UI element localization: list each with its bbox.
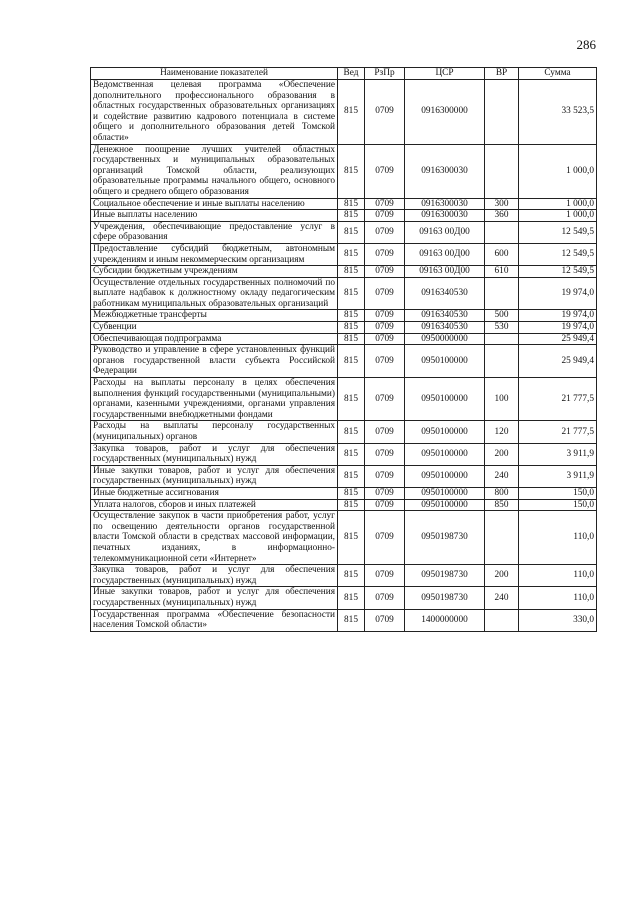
cell-ved: 815 [338,333,365,345]
cell-rzpr: 0709 [365,378,405,421]
header-csr: ЦСР [405,68,485,80]
cell-ved: 815 [338,499,365,511]
cell-sum: 33 523,5 [519,80,597,145]
cell-vr: 100 [485,378,519,421]
cell-ved: 815 [338,465,365,487]
table-row [91,144,597,198]
cell-vr: 530 [485,322,519,334]
cell-ved: 815 [338,221,365,243]
cell-sum: 110,0 [519,565,597,587]
cell-ved: 815 [338,421,365,443]
cell-rzpr: 0709 [365,80,405,145]
cell-vr: 240 [485,465,519,487]
cell-name: Закупка товаров, работ и услуг для обеспечения государственных (муниципальных) нужд [91,443,338,465]
header-vr: ВР [485,68,519,80]
cell-name: Социальное обеспечение и иные выплаты населению [91,198,338,210]
cell-name: Межбюджетные трансферты [91,310,338,322]
table-row [91,333,597,345]
cell-rzpr: 0709 [365,421,405,443]
cell-name: Закупка товаров, работ и услуг для обеспечения государственных (муниципальных) нужд [91,565,338,587]
table-row [91,277,597,310]
cell-rzpr: 0709 [365,345,405,378]
table-row [91,421,597,443]
cell-sum: 25 949,4 [519,345,597,378]
cell-name: Субвенции [91,322,338,334]
cell-vr: 360 [485,210,519,222]
cell-rzpr: 0709 [365,565,405,587]
cell-ved: 815 [338,565,365,587]
cell-sum: 3 911,9 [519,443,597,465]
cell-ved: 815 [338,198,365,210]
cell-rzpr: 0709 [365,221,405,243]
cell-ved: 815 [338,243,365,265]
cell-csr: 0950100000 [405,465,485,487]
cell-name: Руководство и управление в сфере установленных функций органов государственной власти субъекта Российской Федерации [91,345,338,378]
cell-name: Обеспечивающая подпрограмма [91,333,338,345]
cell-csr: 0950100000 [405,345,485,378]
cell-sum: 12 549,5 [519,266,597,278]
cell-sum: 12 549,5 [519,221,597,243]
cell-csr: 0950100000 [405,487,485,499]
cell-vr: 200 [485,565,519,587]
cell-vr: 120 [485,421,519,443]
cell-ved: 815 [338,266,365,278]
cell-rzpr: 0709 [365,499,405,511]
cell-rzpr: 0709 [365,609,405,631]
cell-rzpr: 0709 [365,587,405,609]
cell-sum: 21 777,5 [519,378,597,421]
table-row [91,198,597,210]
table-row [91,322,597,334]
cell-sum: 1 000,0 [519,144,597,198]
cell-sum: 1 000,0 [519,198,597,210]
table-row [91,443,597,465]
cell-name: Иные выплаты населению [91,210,338,222]
cell-sum: 3 911,9 [519,465,597,487]
cell-ved: 815 [338,378,365,421]
cell-sum: 110,0 [519,511,597,565]
cell-csr: 0950100000 [405,443,485,465]
cell-vr [485,221,519,243]
cell-sum: 1 000,0 [519,210,597,222]
cell-sum: 25 949,4 [519,333,597,345]
table-row [91,487,597,499]
cell-vr: 600 [485,243,519,265]
cell-csr: 0950198730 [405,565,485,587]
cell-name: Расходы на выплаты персоналу государственных (муниципальных) органов [91,421,338,443]
cell-rzpr: 0709 [365,144,405,198]
cell-csr: 09163 00Д00 [405,266,485,278]
table-row [91,587,597,609]
cell-ved: 815 [338,210,365,222]
cell-rzpr: 0709 [365,198,405,210]
cell-vr: 850 [485,499,519,511]
cell-name: Ведомственная целевая программа «Обеспечение дополнительного профессионального образования в областных государственных образовательных организациях и содействие развитию кадрового потенциала в системе общего и дополнительного образования детей Томской области» [91,80,338,145]
cell-name: Осуществление отдельных государственных полномочий по выплате надбавок к должностному окладу педагогическим работникам муниципальных образовательных организаций [91,277,338,310]
cell-ved: 815 [338,310,365,322]
cell-rzpr: 0709 [365,487,405,499]
cell-csr: 0916300030 [405,144,485,198]
cell-csr: 0950100000 [405,499,485,511]
cell-name: Денежное поощрение лучших учителей областных государственных и муниципальных образовательных организаций Томской области, реализующих образовательные программы начального общего, основного общего и среднего общего образования [91,144,338,198]
cell-csr: 0950198730 [405,511,485,565]
cell-csr: 0916340530 [405,310,485,322]
table-row [91,310,597,322]
header-name: Наименование показателей [91,68,338,80]
cell-name: Государственная программа «Обеспечение безопасности населения Томской области» [91,609,338,631]
cell-vr: 200 [485,443,519,465]
cell-name: Осуществление закупок в части приобретения работ, услуг по освещению деятельности органов государственной власти Томской области в средствах массовой информации, печатных изданиях, в информационно-телекоммуникационной сети «Интернет» [91,511,338,565]
cell-rzpr: 0709 [365,310,405,322]
cell-ved: 815 [338,511,365,565]
cell-rzpr: 0709 [365,210,405,222]
cell-csr: 09163 00Д00 [405,243,485,265]
table-row [91,266,597,278]
cell-csr: 0916300030 [405,198,485,210]
cell-sum: 21 777,5 [519,421,597,443]
table-row [91,465,597,487]
cell-csr: 0950198730 [405,587,485,609]
header-sum: Сумма [519,68,597,80]
cell-csr: 0916300030 [405,210,485,222]
table-row [91,345,597,378]
table-row [91,609,597,631]
cell-vr [485,333,519,345]
cell-ved: 815 [338,609,365,631]
cell-vr [485,144,519,198]
cell-csr: 0950000000 [405,333,485,345]
cell-name: Уплата налогов, сборов и иных платежей [91,499,338,511]
cell-csr: 09163 00Д00 [405,221,485,243]
cell-ved: 815 [338,277,365,310]
table-header-row [91,68,597,80]
cell-rzpr: 0709 [365,511,405,565]
cell-name: Учреждения, обеспечивающие предоставление услуг в сфере образования [91,221,338,243]
cell-sum: 12 549,5 [519,243,597,265]
cell-ved: 815 [338,487,365,499]
cell-rzpr: 0709 [365,465,405,487]
cell-name: Иные бюджетные ассигнования [91,487,338,499]
cell-sum: 150,0 [519,487,597,499]
cell-vr [485,345,519,378]
cell-sum: 19 974,0 [519,310,597,322]
cell-rzpr: 0709 [365,266,405,278]
page-number: 286 [576,37,596,52]
cell-sum: 330,0 [519,609,597,631]
header-rzpr: РзПр [365,68,405,80]
cell-name: Иные закупки товаров, работ и услуг для обеспечения государственных (муниципальных) нужд [91,465,338,487]
table-row [91,243,597,265]
cell-ved: 815 [338,144,365,198]
cell-vr [485,511,519,565]
cell-csr: 0950100000 [405,378,485,421]
cell-name: Расходы на выплаты персоналу в целях обеспечения выполнения функций государственными (муниципальными) органами, казенными учреждениями, органами управления государственными внебюджетными фондами [91,378,338,421]
cell-rzpr: 0709 [365,322,405,334]
cell-ved: 815 [338,80,365,145]
cell-vr: 300 [485,198,519,210]
cell-rzpr: 0709 [365,333,405,345]
cell-rzpr: 0709 [365,243,405,265]
table-row [91,80,597,145]
cell-ved: 815 [338,443,365,465]
cell-csr: 0916300000 [405,80,485,145]
cell-sum: 19 974,0 [519,277,597,310]
table-row [91,565,597,587]
cell-sum: 150,0 [519,499,597,511]
cell-vr: 610 [485,266,519,278]
cell-name: Иные закупки товаров, работ и услуг для обеспечения государственных (муниципальных) нужд [91,587,338,609]
cell-csr: 1400000000 [405,609,485,631]
cell-ved: 815 [338,345,365,378]
table-row [91,378,597,421]
cell-vr [485,277,519,310]
header-ved: Вед [338,68,365,80]
cell-ved: 815 [338,587,365,609]
cell-rzpr: 0709 [365,277,405,310]
cell-name: Субсидии бюджетным учреждениям [91,266,338,278]
cell-rzpr: 0709 [365,443,405,465]
cell-ved: 815 [338,322,365,334]
cell-name: Предоставление субсидий бюджетным, автономным учреждениям и иным некоммерческим организациям [91,243,338,265]
budget-table [90,67,597,632]
table-row [91,499,597,511]
cell-sum: 19 974,0 [519,322,597,334]
table-row [91,511,597,565]
cell-csr: 0916340530 [405,322,485,334]
cell-vr [485,80,519,145]
cell-csr: 0916340530 [405,277,485,310]
cell-csr: 0950100000 [405,421,485,443]
cell-vr: 800 [485,487,519,499]
cell-vr [485,609,519,631]
table-row [91,221,597,243]
cell-sum: 110,0 [519,587,597,609]
cell-vr: 240 [485,587,519,609]
cell-vr: 500 [485,310,519,322]
table-row [91,210,597,222]
